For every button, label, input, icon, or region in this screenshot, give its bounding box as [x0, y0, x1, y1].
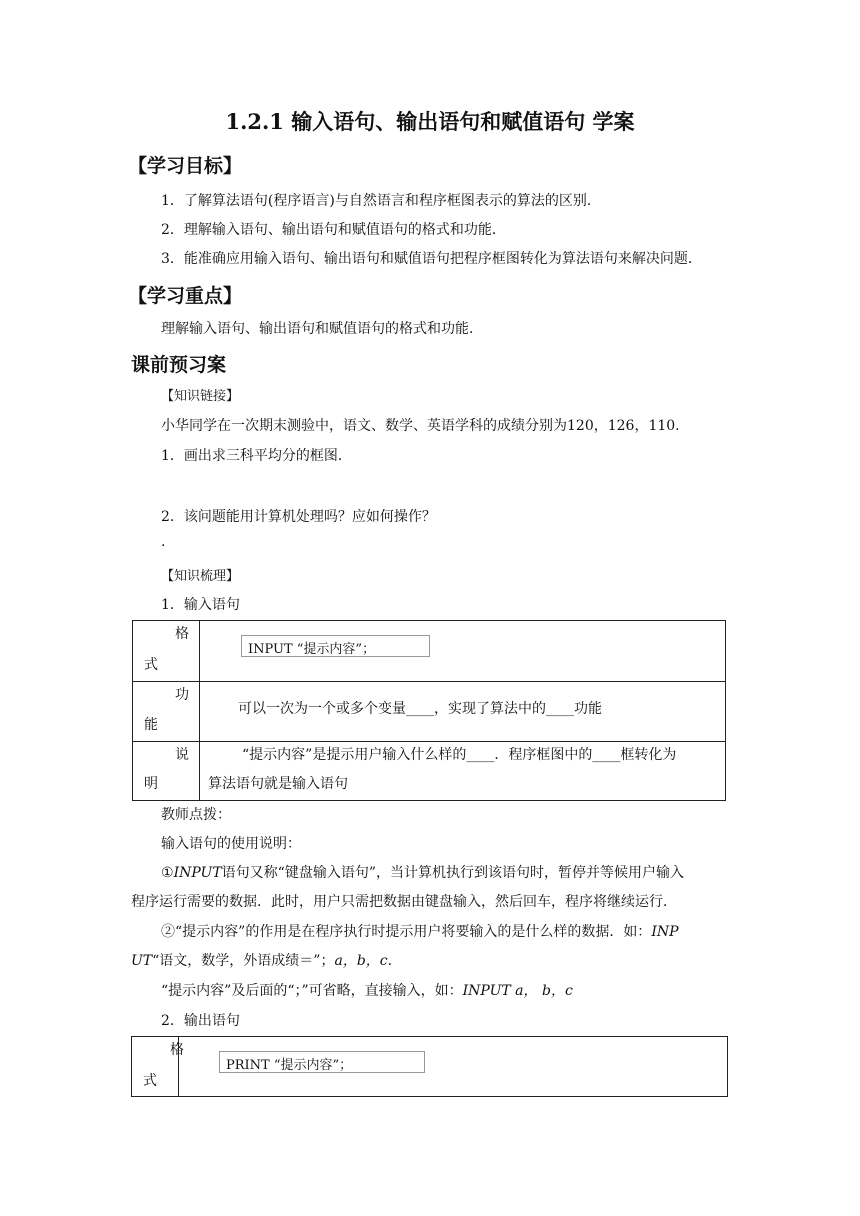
note-2-keyword: INP: [651, 924, 679, 940]
teacher-hint: 教师点拨：: [161, 807, 231, 823]
input-usage: 输入语句的使用说明：: [161, 836, 301, 852]
cell-text: “提示内容”是提示用户输入什么样的____．程序框图中的____框转化为: [242, 747, 677, 763]
label-bottom: 式: [143, 1073, 157, 1089]
code-box: INPUT “提示内容”；: [241, 635, 430, 657]
label-bottom: 明: [144, 776, 158, 792]
link-text: 小华同学在一次期末测验中，语文、数学、英语学科的成绩分别为120，126，110.: [161, 418, 680, 434]
table-content-cell: [200, 682, 726, 742]
goal-item: 2．理解输入语句、输出语句和赋值语句的格式和功能．: [161, 222, 506, 238]
label-top: 格: [175, 626, 189, 642]
key-heading: 【学习重点】: [128, 285, 243, 307]
output-heading: 2．输出语句: [161, 1013, 240, 1029]
input-statement-table: [132, 620, 726, 801]
dot-mark: .: [161, 534, 166, 550]
label-top: 说: [175, 747, 189, 763]
input-heading: 1．输入语句: [161, 597, 240, 613]
note-3: [161, 980, 573, 1000]
goals-heading: 【学习目标】: [128, 155, 243, 177]
goal-item: 3．能准确应用输入语句、输出语句和赋值语句把程序框图转化为算法语句来解决问题．: [161, 251, 702, 267]
table-row: [133, 682, 726, 742]
note-3-keyword: INPUT a， b，c: [462, 983, 573, 999]
cell-text: 算法语句就是输入语句: [208, 776, 348, 792]
table-content-cell: [200, 742, 726, 801]
note-2-vars: a，b，c.: [334, 953, 393, 969]
table-label-cell: [133, 742, 200, 801]
table-content-cell: [179, 1037, 728, 1097]
goal-item: 1．了解算法语句(程序语言)与自然语言和程序框图表示的算法的区别．: [161, 193, 601, 209]
output-statement-table: [131, 1036, 728, 1097]
label-top: 格: [170, 1042, 184, 1058]
table-label-cell: [133, 682, 200, 742]
note-3-text: “提示内容”及后面的“；”可省略，直接输入，如：: [161, 983, 463, 999]
note-2-prompt: “语文，数学，外语成绩＝”；: [152, 953, 335, 969]
note-2-cont: [131, 950, 392, 970]
note-2: [161, 921, 679, 941]
label-bottom: 式: [144, 657, 158, 673]
note-1: [161, 862, 684, 882]
note-2-text: ②“提示内容”的作用是在程序执行时提示用户将要输入的是什么样的数据．如：: [161, 924, 652, 940]
label-bottom: 能: [144, 717, 158, 733]
key-text: 理解输入语句、输出语句和赋值语句的格式和功能．: [161, 321, 483, 337]
question-1: 1．画出求三科平均分的框图．: [161, 448, 352, 464]
table-content-cell: [200, 621, 726, 682]
preview-heading: 课前预习案: [131, 354, 227, 376]
question-2: 2．该问题能用计算机处理吗？应如何操作？: [161, 509, 436, 525]
note-1-marker: ①: [161, 865, 174, 881]
sort-heading: 【知识梳理】: [161, 569, 240, 584]
note-2-keyword-end: UT: [131, 953, 153, 969]
table-label-cell: [132, 1037, 184, 1097]
cell-text: 可以一次为一个或多个变量____，实现了算法中的____功能: [238, 701, 602, 717]
page-title: 1.2.1 输入语句、输出语句和赋值语句 学案: [225, 109, 635, 134]
note-1-keyword: INPUT: [173, 865, 222, 881]
label-top: 功: [175, 687, 189, 703]
table-row: [133, 742, 726, 801]
code-box: PRINT “提示内容”；: [219, 1051, 425, 1073]
table-label-cell: [133, 621, 200, 682]
note-1-cont: 程序运行需要的数据．此时，用户只需把数据由键盘输入，然后回车，程序将继续运行．: [131, 894, 677, 910]
table-row: [132, 1037, 728, 1097]
note-1-text: 语句又称“键盘输入语句”，当计算机执行到该语句时，暂停并等候用户输入: [221, 865, 684, 881]
link-heading: 【知识链接】: [161, 389, 240, 404]
table-row: [133, 621, 726, 682]
